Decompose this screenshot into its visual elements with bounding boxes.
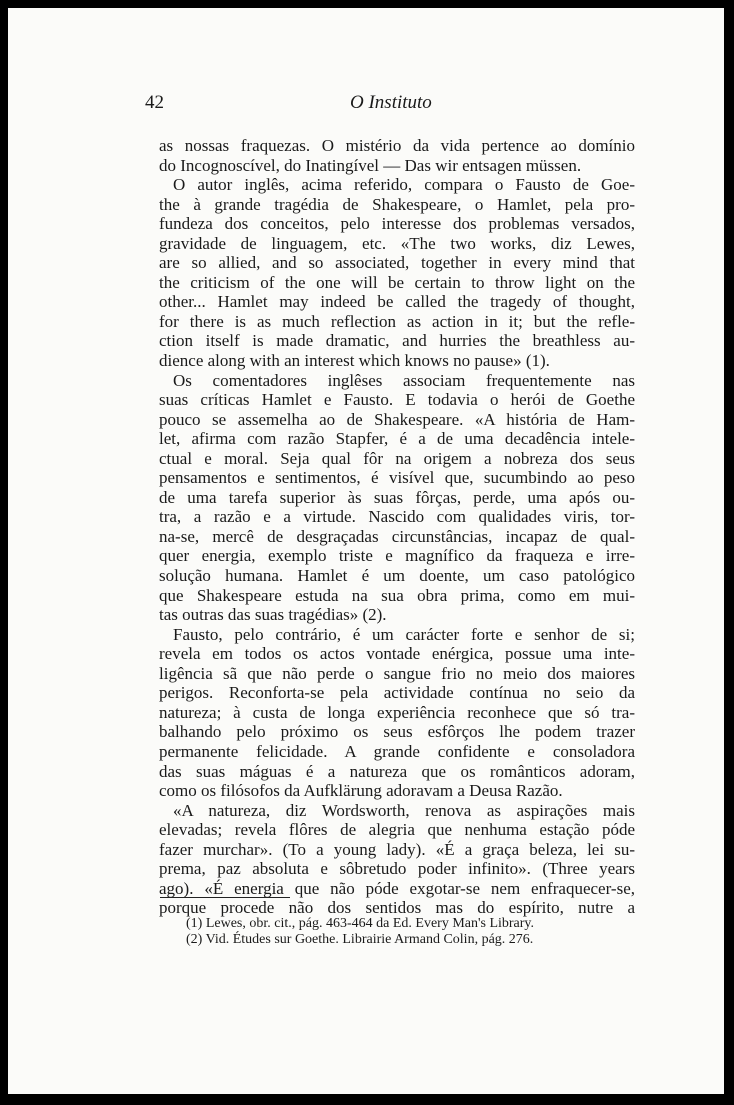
text-line: let, afirma com razão Stapfer, é a de uma decadência intele- (159, 429, 635, 449)
text-line: solução humana. Hamlet é um doente, um caso patológico (159, 566, 635, 586)
text-line: perigos. Reconforta-se pela actividade contínua no seio da (159, 683, 635, 703)
text-line: are so allied, and so associated, together in every mind that (159, 253, 635, 273)
text-line: O autor inglês, acima referido, compara o Fausto de Goe- (173, 175, 635, 195)
text-line: other... Hamlet may indeed be called the tragedy of thought, (159, 292, 635, 312)
running-title: O Instituto (350, 92, 432, 113)
text-line: suas críticas Hamlet e Fausto. E todavia o herói de Goethe (159, 390, 635, 410)
text-line: Fausto, pelo contrário, é um carácter forte e senhor de si; (173, 624, 635, 644)
text-line: elevadas; revela flôres de alegria que nenhuma estação póde (159, 820, 635, 840)
text-line: pensamentos e sentimentos, é visível que, sucumbindo ao peso (159, 468, 635, 488)
text-line: tas outras das suas tragédias» (2). (159, 605, 387, 625)
text-line: fazer murchar». (To a young lady). «É a graça beleza, lei su- (159, 839, 635, 859)
text-line: ligência sã que não perde o sangue frio no meio dos maiores (159, 663, 635, 683)
text-line: gravidade de linguagem, etc. «The two works, diz Lewes, (159, 233, 635, 253)
text-line: ctual e moral. Seja qual fôr na origem a nobreza dos seus (159, 448, 635, 468)
text-line: das suas máguas é a natureza que os românticos adoram, (159, 761, 635, 781)
text-line: que Shakespeare estuda na sua obra prima, como em mui- (159, 585, 635, 605)
text-line: permanente felicidade. A grande confidente e consoladora (159, 741, 635, 761)
text-line: quer energia, exemplo triste e magnífico da fraqueza e irre- (159, 546, 635, 566)
body-text (159, 136, 635, 918)
text-line: ction itself is made dramatic, and hurries the breathless au- (159, 331, 635, 351)
footnote-2: (2) Vid. Études sur Goethe. Librairie Armand Colin, pág. 276. (186, 932, 534, 947)
text-line: de uma tarefa superior às suas fôrças, perde, uma após ou- (159, 487, 635, 507)
text-line: fundeza dos conceitos, pelo interesse dos problemas versados, (159, 214, 635, 234)
text-line: do Incognoscível, do Inatingível — Das wir entsagen müssen. (159, 155, 582, 175)
text-line: as nossas fraquezas. O mistério da vida pertence ao domínio (159, 136, 635, 155)
footnotes (186, 916, 616, 948)
text-line: for there is as much reflection as action in it; but the refle- (159, 311, 635, 331)
text-line: Os comentadores inglêses associam frequentemente nas (173, 370, 635, 390)
text-line: natureza; à custa de longa experiência reconhece que só tra- (159, 702, 635, 722)
text-line: revela em todos os actos vontade enérgica, possue uma inte- (159, 644, 635, 664)
text-line: porque procede não dos sentidos mas do espírito, nutre a (159, 898, 635, 918)
text-line: como os filósofos da Aufklärung adoravam a Deusa Razão. (159, 781, 563, 801)
text-line: the criticism of the one will be certain to throw light on the (159, 272, 635, 292)
text-line: dience along with an interest which knows no pause» (1). (159, 351, 550, 371)
text-line: «A natureza, diz Wordsworth, renova as aspirações mais (173, 800, 635, 820)
text-line: balhando pelo próximo os seus esfôrços lhe podem trazer (159, 722, 635, 742)
footnote-divider (160, 897, 290, 898)
page-number: 42 (145, 92, 164, 113)
text-line: the à grande tragédia de Shakespeare, o Hamlet, pela pro- (159, 194, 635, 214)
text-line: prema, paz absoluta e sôbretudo poder infinito». (Three years (159, 859, 635, 879)
text-line: na-se, mercê de desgraçadas circunstâncias, incapaz de qual- (159, 526, 635, 546)
text-line: ago). «É energia que não póde exgotar-se nem enfraquecer-se, (159, 878, 635, 898)
footnote-1: (1) Lewes, obr. cit., pág. 463-464 da Ed. Every Man's Library. (186, 916, 535, 931)
running-header (8, 92, 724, 116)
book-page (8, 8, 724, 1094)
text-line: tra, a razão e a virtude. Nascido com qualidades viris, tor- (159, 507, 635, 527)
text-line: pouco se assemelha ao de Shakespeare. «A história de Ham- (159, 409, 635, 429)
